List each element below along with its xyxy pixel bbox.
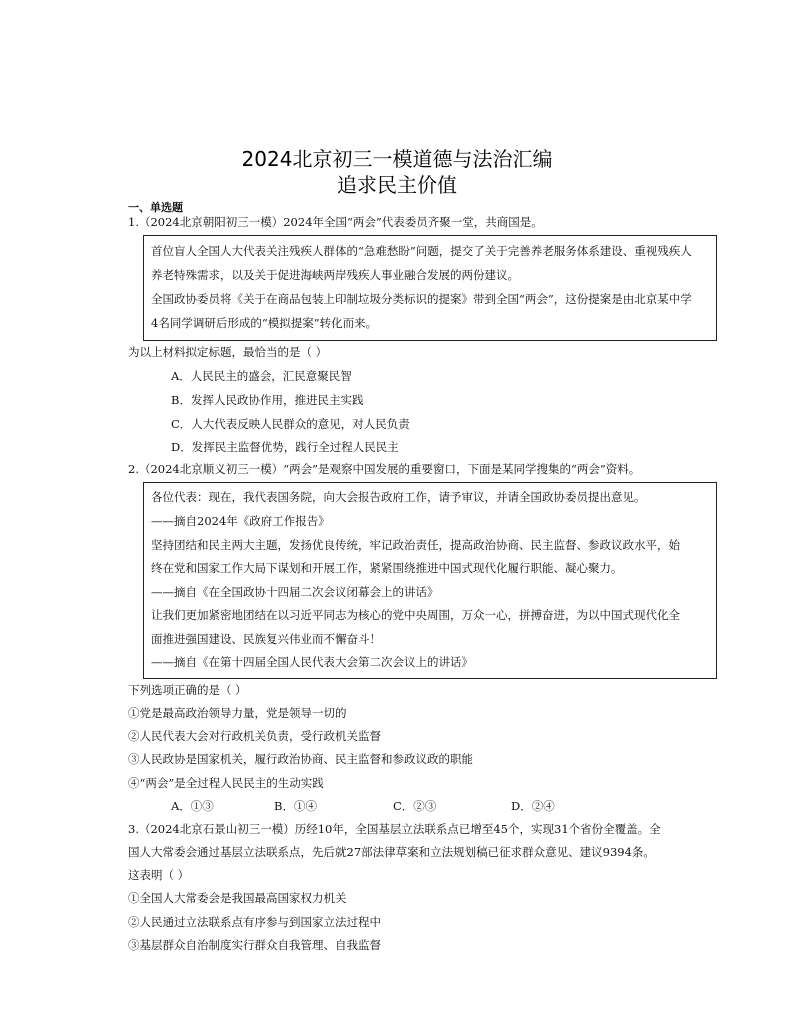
q1-stem: 1.（2024北京朝阳初三一模）2024年全国“两会”代表委员齐聚一堂，共商国是。 bbox=[128, 215, 543, 229]
q1-question: 为以上材料拟定标题，最恰当的是（ ） bbox=[128, 345, 328, 359]
q1-material-line: 养老特殊需求，以及关于促进海峡两岸残疾人事业融合发展的两份建议。 bbox=[151, 268, 519, 282]
section-heading: 一、单选题 bbox=[128, 201, 183, 214]
q2-material-line: 终在党和国家工作大局下谋划和开展工作，紧紧围绕推进中国式现代化履行职能、凝心聚力。 bbox=[151, 561, 623, 575]
q2-option-a[interactable]: A．①③ bbox=[171, 799, 214, 813]
q3-statement-2: ②人民通过立法联系点有序参与到国家立法过程中 bbox=[128, 915, 381, 929]
q2-option-d[interactable]: D．②④ bbox=[511, 799, 555, 813]
q1-option-d[interactable]: D．发挥民主监督优势，践行全过程人民民主 bbox=[171, 440, 399, 454]
q2-statement-2: ②人民代表大会对行政机关负责，受行政机关监督 bbox=[128, 729, 381, 743]
q1-option-b[interactable]: B．发挥人民政协作用，推进民主实践 bbox=[171, 393, 364, 407]
document-title: 2024北京初三一模道德与法治汇编 bbox=[241, 147, 553, 171]
q2-material-line: 让我们更加紧密地团结在以习近平同志为核心的党中央周围，万众一心，拼搏奋进，为以中国式现代化全 bbox=[151, 608, 680, 622]
q1-option-a[interactable]: A．人民民主的盛会，汇民意聚民智 bbox=[171, 369, 352, 383]
q3-stem-line: 国人大常委会通过基层立法联系点，先后就27部法律草案和立法规划稿已征求群众意见、建议9394条。 bbox=[128, 845, 655, 859]
q2-material-line: 各位代表：现在，我代表国务院，向大会报告政府工作，请予审议，并请全国政协委员提出意见。 bbox=[151, 490, 646, 504]
q3-statement-1: ①全国人大常委会是我国最高国家权力机关 bbox=[128, 891, 347, 905]
q2-material-source: ——摘自《在第十四届全国人民代表大会第二次会议上的讲话》 bbox=[151, 655, 473, 669]
q2-material-line: 面推进强国建设、民族复兴伟业而不懈奋斗！ bbox=[151, 632, 381, 646]
q2-material-source: ——摘自2024年《政府工作报告》 bbox=[151, 514, 330, 528]
q3-stem-line: 3.（2024北京石景山初三一模）历经10年，全国基层立法联系点已增至45个，实现31个省份全覆盖。全 bbox=[128, 822, 661, 836]
q3-statement-3: ③基层群众自治制度实行群众自我管理、自我监督 bbox=[128, 938, 381, 952]
q2-material-source: ——摘自《在全国政协十四届二次会议闭幕会上的讲话》 bbox=[151, 585, 439, 599]
q1-material-box bbox=[143, 235, 717, 341]
q1-material-line: 4名同学调研后形成的“模拟提案”转化而来。 bbox=[151, 316, 378, 330]
q2-material-line: 坚持团结和民主两大主题，发扬优良传统，牢记政治责任，提高政治协商、民主监督、参政议政水平，始 bbox=[151, 538, 680, 552]
q2-question: 下列选项正确的是（ ） bbox=[128, 683, 247, 697]
q2-option-c[interactable]: C．②③ bbox=[393, 799, 437, 813]
q1-option-c[interactable]: C．人大代表反映人民群众的意见，对人民负责 bbox=[171, 417, 410, 431]
q2-statement-3: ③人民政协是国家机关，履行政治协商、民主监督和参政议政的职能 bbox=[128, 752, 473, 766]
q2-statement-1: ①党是最高政治领导力量，党是领导一切的 bbox=[128, 706, 347, 720]
q1-material-line: 首位盲人全国人大代表关注残疾人群体的“急难愁盼”问题，提交了关于完善养老服务体系建设、重视残疾人 bbox=[151, 244, 692, 258]
q2-option-b[interactable]: B．①④ bbox=[274, 799, 317, 813]
q2-statement-4: ④“两会”是全过程人民民主的生动实践 bbox=[128, 776, 324, 790]
document-subtitle: 追求民主价值 bbox=[337, 173, 457, 197]
q2-material-box bbox=[143, 482, 717, 679]
q3-question: 这表明（ ） bbox=[128, 868, 190, 882]
q2-stem: 2.（2024北京顺义初三一模）“两会”是观察中国发展的重要窗口，下面是某同学搜集的“两会”资料。 bbox=[128, 462, 641, 476]
q1-material-line: 全国政协委员将《关于在商品包装上印制垃圾分类标识的提案》带到全国“两会”，这份提案是由北京某中学 bbox=[151, 292, 692, 306]
